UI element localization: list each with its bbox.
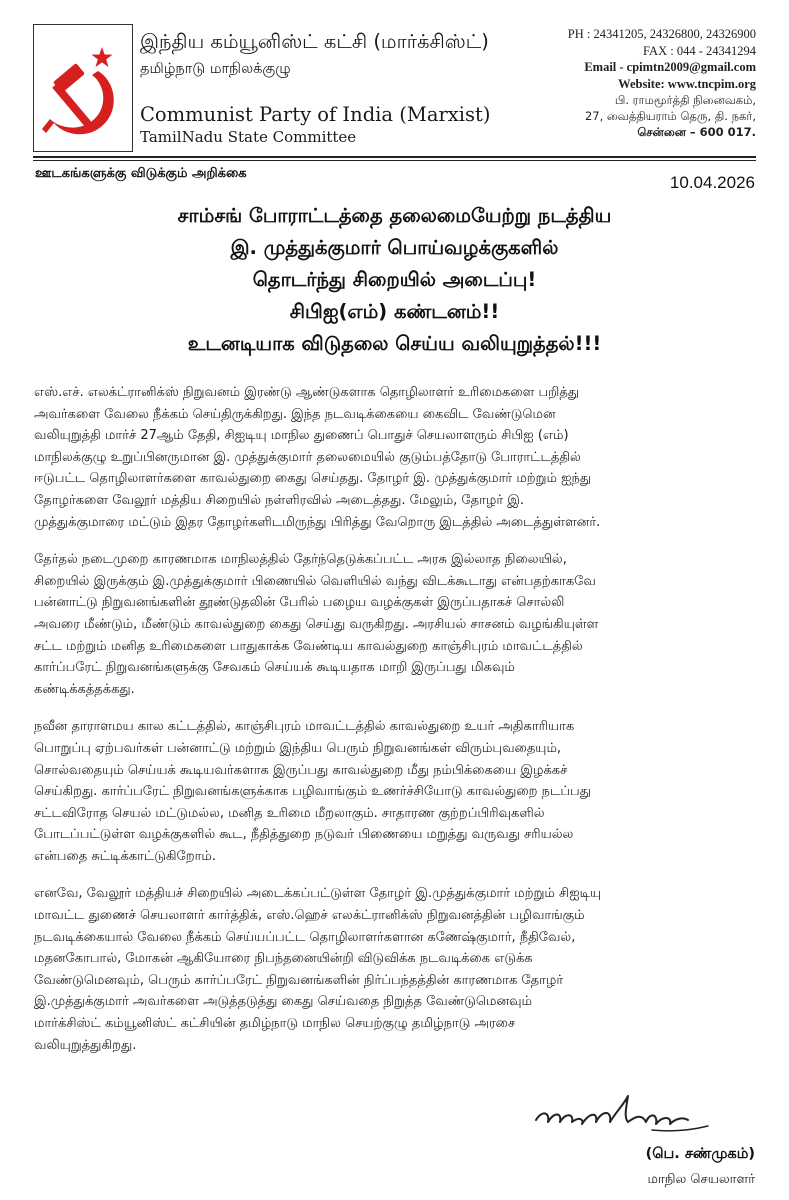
paragraph-3 — [34, 716, 755, 867]
email-address: Email - cpimtn2009@gmail.com — [584, 60, 756, 74]
text-line: பொறுப்பு ஏற்பவர்கள் பன்னாட்டு மற்றும் இந்திய பெரும் நிறுவனங்கள் விரும்புவதையும், — [34, 740, 562, 756]
text-line: சட்ட மற்றும் மனித உரிமைகளை பாதுகாக்க வேண்டிய காவல்துறை காஞ்சிபுரம் மாவட்டத்தில் — [34, 638, 583, 654]
text-line: நடவடிக்கையால் வேலை நீக்கம் செய்யப்பட்ட தொழிலாளர்களான கணேஷ்குமார், நீதிவேல், — [34, 929, 576, 945]
text-line: அவர்களை வேலை நீக்கம் செய்திருக்கிறது. இந்த நடவடிக்கையை கைவிட வேண்டுமென — [34, 406, 556, 422]
text-line: நவீன தாராளமய கால கட்டத்தில், காஞ்சிபுரம் மாவட்டத்தில் காவல்துறை உயர் அதிகாரியாக — [34, 719, 575, 735]
committee-name-english: TamilNadu State Committee — [140, 128, 357, 146]
paragraph-2 — [34, 549, 755, 700]
text-line: முத்துக்குமாரை மட்டும் இதர தோழர்களிடமிருந்து பிரித்து வேறொரு இடத்தில் அடைத்துள்ளனர். — [34, 514, 601, 530]
text-line: கண்டிக்கத்தக்கது. — [34, 681, 135, 697]
text-line: மாநிலக்குழு உறுப்பினருமான இ. முத்துக்குமார் தலைமையில் குடும்பத்தோடு போராட்டத்தில் — [34, 449, 581, 465]
text-line: தோழர்களை வேலூர் மத்திய சிறையில் நள்ளிரவில் அடைத்தது. மேலும், தோழர் இ. — [34, 492, 525, 508]
text-line: போடப்பட்டுள்ள வழக்குகளில் கூட, நீதித்துறை நடுவர் பிணையை மறுத்து வருவது சரியல்ல — [34, 827, 574, 843]
text-line: எஸ்.எச். எலக்ட்ரானிக்ஸ் நிறுவனம் இரண்டு ஆண்டுகளாக தொழிலாளர் உரிமைகளை பறித்து — [34, 385, 580, 400]
text-line: அவரை மீண்டும், மீண்டும் காவல்துறை கைது செய்து வருகிறது. அரசியல் சாசனம் வழங்கியுள்ள — [34, 616, 599, 632]
header-divider — [33, 156, 756, 158]
text-line: சொல்வதையும் செய்யக் கூடியவர்களாக இருப்பது காவல்துறை மீது நம்பிக்கையை இழக்கச் — [34, 762, 568, 778]
fax-number: FAX : 044 - 24341294 — [643, 43, 756, 58]
text-line: வலியுறுத்துகிறது. — [34, 1037, 137, 1053]
headline-line: சிபிஐ(எம்) கண்டனம்!! — [289, 300, 500, 323]
text-line: சட்டவிரோத செயல் மட்டுமல்ல, மனித உரிமை மீறலாகும். சாதாரண குற்றப்பிரிவுகளில் — [34, 805, 545, 821]
text-line: வேண்டுமெனவும், பெரும் கார்ப்பரேட் நிறுவனங்களின் நிர்ப்பந்தத்தின் காரணமாக தோழர் — [34, 972, 564, 988]
text-line: ஈடுபட்ட தொழிலாளர்களை காவல்துறை கைது செய்தது. தோழர் இ. முத்துக்குமார் மற்றும் ஐந்து — [34, 471, 592, 487]
hammer-sickle-icon — [40, 45, 126, 145]
release-date: 10.04.2026 — [669, 173, 755, 192]
website-link: Website: www.tncpim.org — [618, 76, 756, 91]
paragraph-4 — [34, 883, 755, 1056]
statement-body — [34, 382, 755, 1072]
text-line: பன்னாட்டு நிறுவனங்களின் தூண்டுதலின் பேரில் பழைய வழக்குகள் இருப்பதாகச் சொல்லி — [34, 595, 565, 611]
handwritten-signature — [532, 1090, 732, 1142]
text-line: இ.முத்துக்குமார் அவர்களை அடுத்தடுத்து கைது செய்வதை நிறுத்த வேண்டுமெனவும் — [34, 994, 532, 1010]
address-line-2: 27, வைத்தியராம் தெரு, தி. நகர், — [584, 109, 756, 123]
text-line: வலியுறுத்தி மார்ச் 27ஆம் தேதி, சிஐடியு மாநில துணைப் பொதுச் செயலாளரும் சிபிஐ (எம்) — [34, 428, 569, 444]
text-line: என்பதை சுட்டிக்காட்டுகிறோம். — [34, 848, 216, 864]
text-line: செய்கிறது. கார்ப்பரேட் நிறுவனங்களுக்காக பழிவாங்கும் உணர்ச்சியோடு காவல்துறை நடப்பது — [34, 784, 591, 800]
party-logo — [33, 24, 133, 152]
text-line: மாவட்ட துணைச் செயலாளர் கார்த்திக், எஸ்.ஹெச் எலக்ட்ரானிக்ஸ் நிறுவனத்தின் பழிவாங்கும் — [34, 908, 585, 924]
text-line: எனவே, வேலூர் மத்தியச் சிறையில் அடைக்கப்பட்டுள்ள தோழர் இ.முத்துக்குமார் மற்றும் சிஐடியு — [34, 886, 602, 902]
header-divider-thin — [33, 160, 756, 161]
address-line-3: சென்னை – 600 017. — [637, 125, 756, 139]
text-line: கார்ப்பரேட் நிறுவனங்களுக்கு சேவகம் செய்யக் கூடியதாக மாறி இருப்பது மிகவும் — [34, 660, 515, 676]
party-name-english: Communist Party of India (Marxist) — [140, 103, 491, 126]
phone-numbers: PH : 24341205, 24326800, 24326900 — [567, 27, 756, 41]
text-line: தேர்தல் நடைமுறை காரணமாக மாநிலத்தில் தேர்ந்தெடுக்கப்பட்ட அரசு இல்லாத நிலையில், — [34, 552, 567, 568]
headline-line: சாம்சங் போராட்டத்தை தலைமையேற்று நடத்திய — [177, 204, 612, 227]
party-name-tamil: இந்திய கம்யூனிஸ்ட் கட்சி (மார்க்சிஸ்ட்) — [140, 30, 489, 53]
paragraph-1 — [34, 382, 755, 533]
press-release-label: ஊடகங்களுக்கு விடுக்கும் அறிக்கை — [35, 166, 247, 181]
headline-line: தொடர்ந்து சிறையில் அடைப்பு! — [252, 268, 537, 291]
address-line-1: பி. ராமமூர்த்தி நினைவகம், — [614, 93, 756, 107]
committee-name-tamil: தமிழ்நாடு மாநிலக்குழு — [140, 61, 291, 77]
headline-line: உடனடியாக விடுதலை செய்ய வலியுறுத்தல்!!! — [187, 332, 602, 355]
signatory-title: மாநில செயலாளர் — [647, 1172, 755, 1187]
text-line: சிறையில் இருக்கும் இ.முத்துக்குமார் பிணையில் வெளியில் வந்து விடக்கூடாது என்பதற்காகவே — [34, 573, 596, 589]
contact-block — [568, 26, 756, 140]
signatory-name: (பெ. சண்முகம்) — [645, 1146, 755, 1162]
headline — [0, 200, 789, 360]
text-line: மார்க்சிஸ்ட் கம்யூனிஸ்ட் கட்சியின் தமிழ்நாடு மாநில செயற்குழு தமிழ்நாடு அரசை — [34, 1016, 516, 1032]
text-line: மதனகோபால், மோகன் ஆகியோரை நிபந்தனையின்றி விடுவிக்க நடவடிக்கை எடுக்க — [34, 951, 533, 967]
headline-line: இ. முத்துக்குமார் பொய்வழக்குகளில் — [230, 236, 559, 259]
